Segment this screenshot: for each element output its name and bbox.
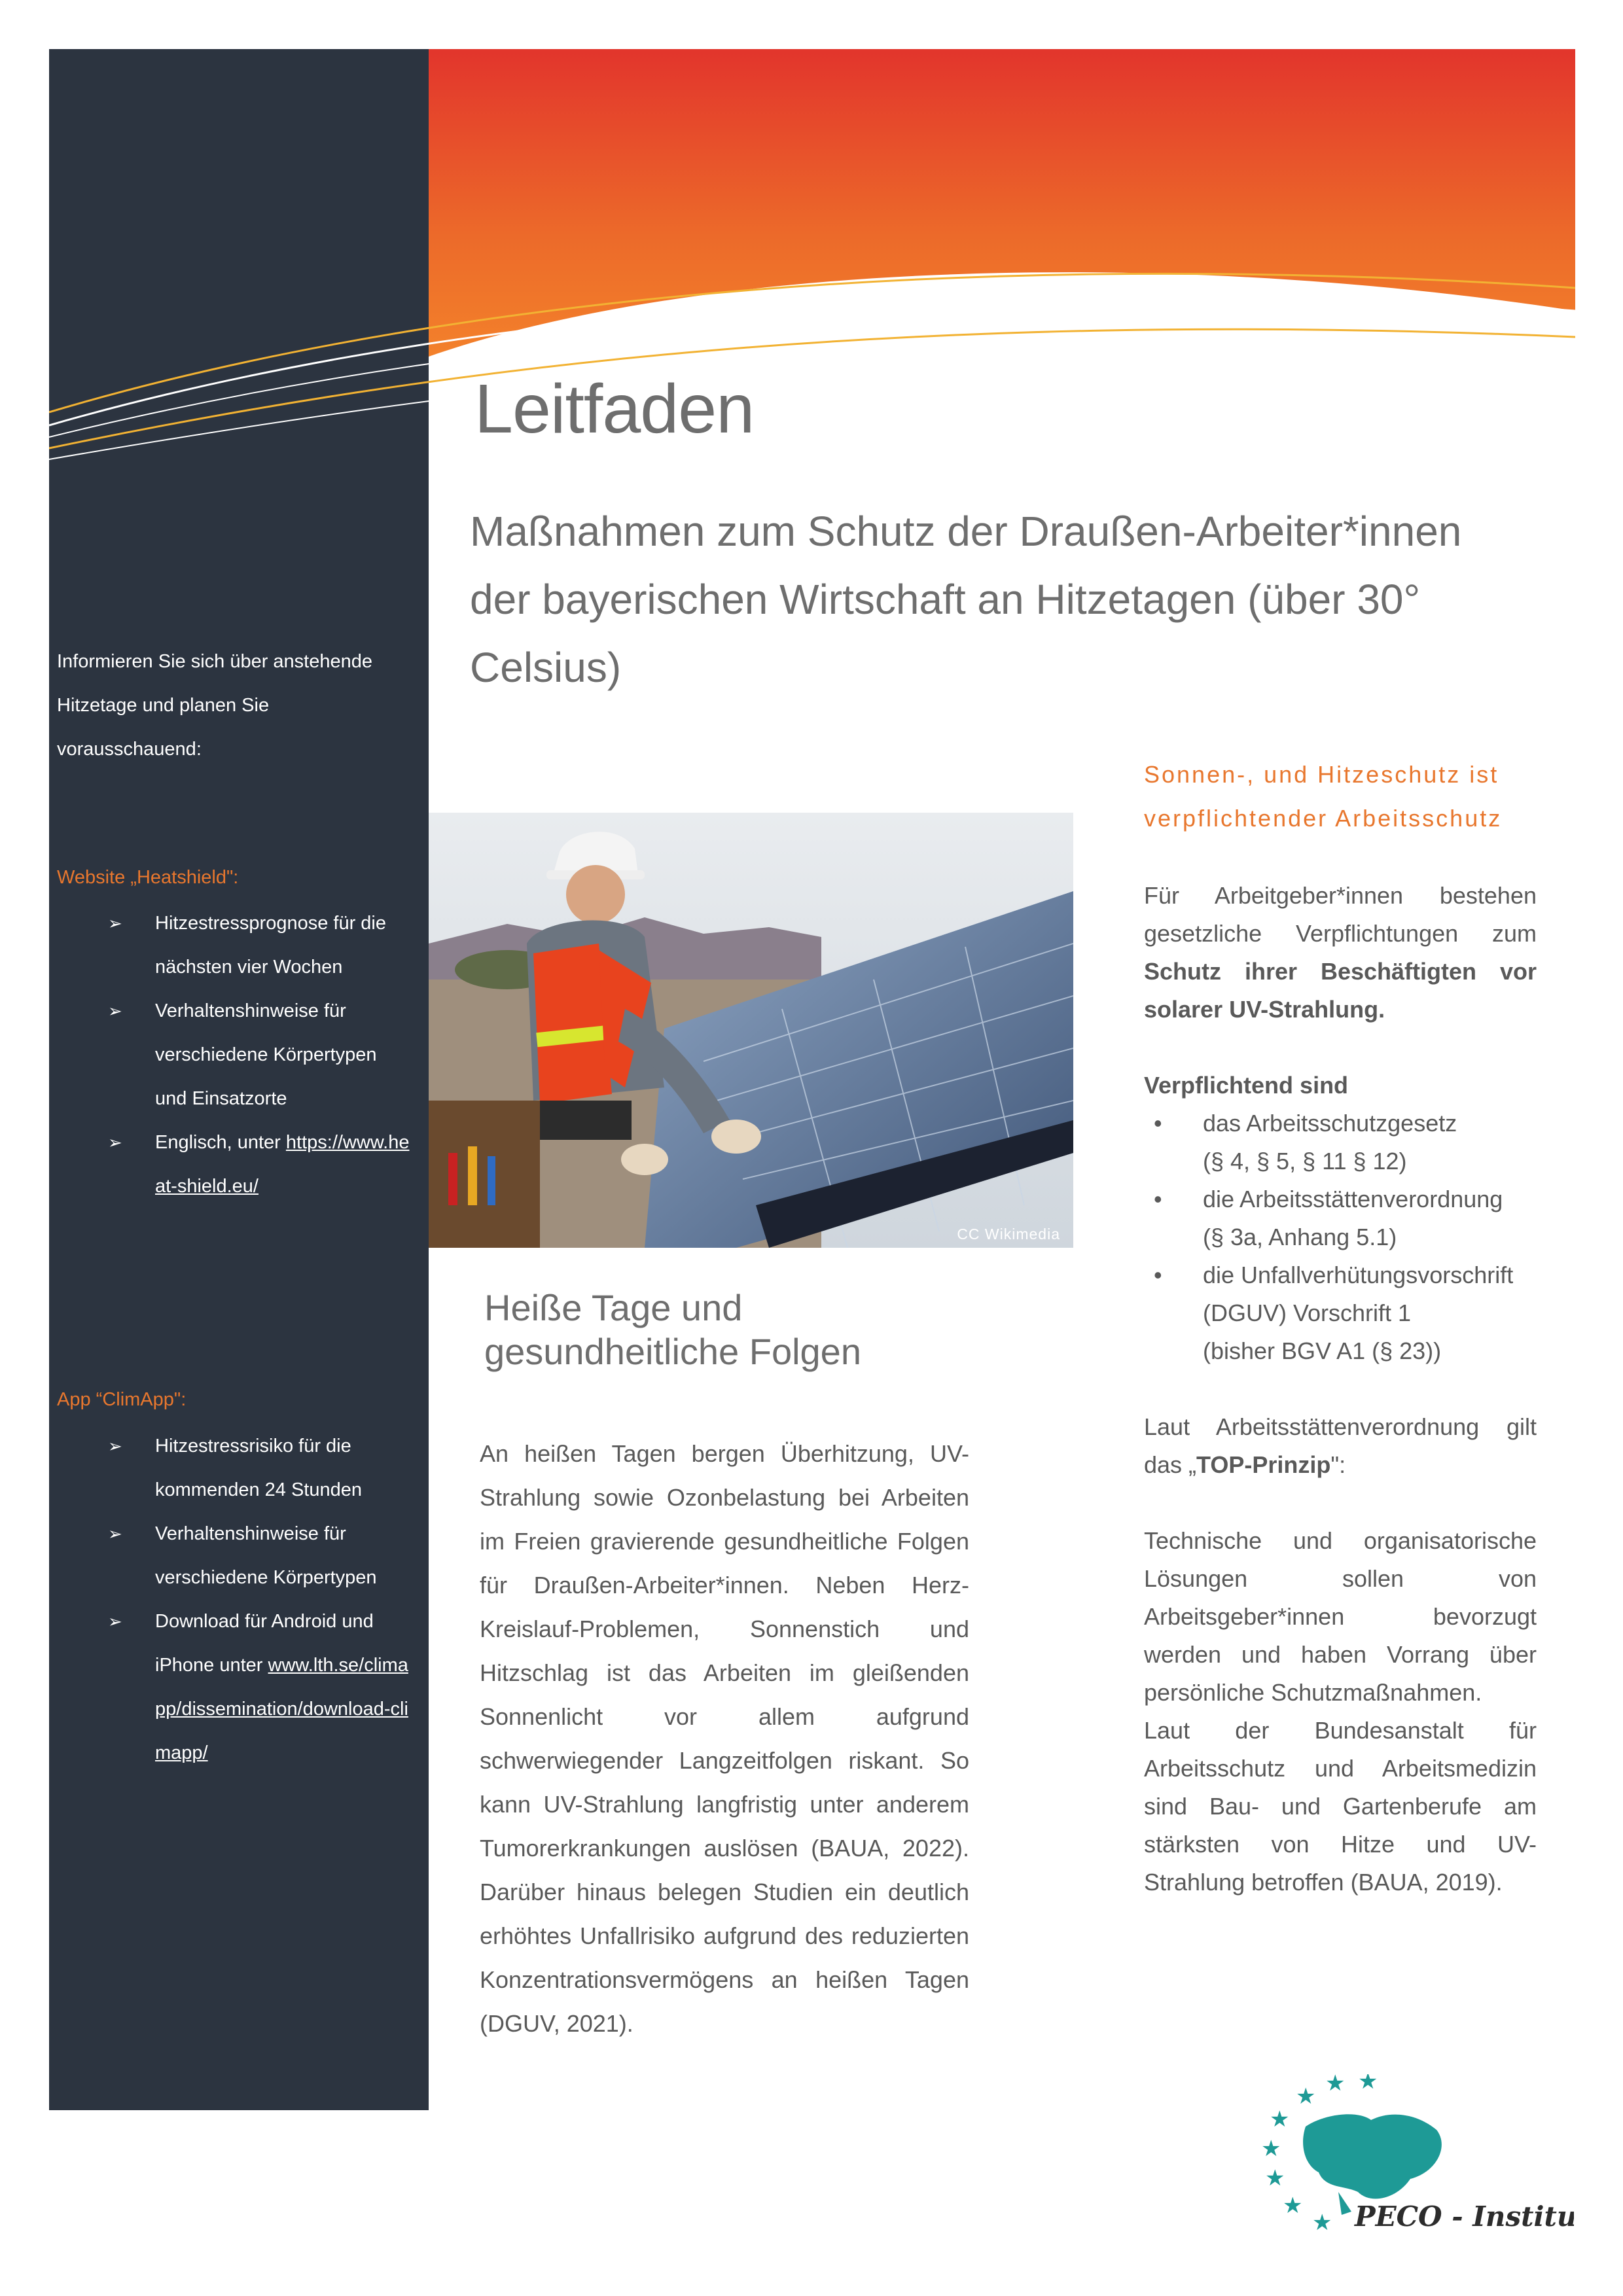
photo-illustration: [429, 813, 1073, 1248]
list-item: • das Arbeitsschutzgesetz (§ 4, § 5, § 11 § 12): [1144, 1104, 1537, 1180]
technical-solutions-paragraph: Technische und organisatorische Lösungen sollen von Arbeitsgeber*innen bevorzugt werden und haben Vorrang über persönliche Schutzmaßnahmen.: [1144, 1527, 1537, 1706]
list-item: ➢ Verhaltenshinweise für verschiedene Körpertypen und Einsatzorte: [155, 989, 410, 1121]
arrow-bullet-icon: ➢: [108, 1612, 122, 1631]
obligations-heading: Verpflichtend sind: [1144, 1072, 1349, 1099]
heatshield-list: [108, 902, 410, 1209]
bullet-icon: •: [1154, 1186, 1162, 1212]
arrow-bullet-icon: ➢: [108, 913, 122, 933]
svg-text:★: ★: [1270, 2106, 1290, 2132]
baua-paragraph: Laut der Bundesanstalt für Arbeitsschutz und Arbeitsmedizin sind Bau- und Gartenberufe am stärksten von Hitze und UV-Strahlung betroffen (BAUA, 2019).: [1144, 1717, 1537, 1896]
page-title: Leitfaden: [474, 370, 755, 448]
svg-text:★: ★: [1283, 2193, 1303, 2219]
sidebar-intro: Informieren Sie sich über anstehende Hitzetage und planen Sie vorausschauend:: [57, 651, 373, 760]
climapp-heading: App “ClimApp":: [57, 1389, 187, 1410]
heatshield-link[interactable]: https://www.heat-shield.eu/: [155, 1132, 410, 1197]
peco-institut-logo: [1260, 2074, 1574, 2238]
arrow-bullet-icon: ➢: [108, 1436, 122, 1456]
top-prinzip-paragraph: Laut Arbeitsstättenverordnung gilt das „TOP-Prinzip":: [1144, 1413, 1537, 1478]
svg-text:★: ★: [1312, 2210, 1332, 2236]
obligation-paragraph: Für Arbeitgeber*innen bestehen gesetzliche Verpflichtungen zum Schutz ihrer Beschäftigten vor solarer UV-Strahlung.: [1144, 882, 1537, 1023]
svg-text:★: ★: [1261, 2136, 1281, 2162]
list-item: ➢ Englisch, unter https://www.heat-shield.eu/: [155, 1121, 410, 1209]
list-item: ➢ Hitzestressrisiko für die kommenden 24 Stunden: [155, 1424, 410, 1512]
decorative-swoosh: [49, 249, 1575, 465]
list-item: • die Arbeitsstättenverordnung (§ 3a, Anhang 5.1): [1144, 1180, 1537, 1256]
worker-solar-photo: [429, 813, 1073, 1248]
svg-text:★: ★: [1265, 2165, 1285, 2191]
list-item: ➢ Download für Android und iPhone unter www.lth.se/climapp/dissemination/download-climapp/: [155, 1600, 410, 1775]
bullet-icon: •: [1154, 1262, 1162, 1288]
obligations-list: [1144, 1104, 1537, 1370]
body-text-heisse-tage: An heißen Tagen bergen Überhitzung, UV-Strahlung sowie Ozonbelastung bei Arbeiten im Freien gravierende gesundheitliche Folgen für Draußen-Arbeiter*innen. Neben Herz-Kreislauf-Problemen, Sonnenstich und Hitzschlag ist das Arbeiten im gleißenden Sonnenlicht vor allem aufgrund schwerwiegender Langzeitfolgen riskant. So kann UV-Strahlung langfristig unter anderem Tumorerkrankungen auslösen (BAUA, 2022). Darüber hinaus belegen Studien ein deutlich erhöhtes Unfallrisiko aufgrund des reduzierten Konzentrationsvermögens an heißen Tagen (DGUV, 2021).: [480, 1440, 969, 2037]
logo-text: PECO - Institut: [1355, 2200, 1574, 2233]
svg-text:★: ★: [1325, 2074, 1346, 2096]
section-heading-arbeitsschutz: Sonnen-, und Hitzeschutz ist verpflichtender Arbeitsschutz: [1144, 761, 1503, 832]
arrow-bullet-icon: ➢: [108, 1001, 122, 1021]
page-subtitle: Maßnahmen zum Schutz der Draußen-Arbeiter*innen der bayerischen Wirtschaft an Hitzetagen (über 30° Celsius): [470, 508, 1462, 691]
list-item: • die Unfallverhütungsvorschrift (DGUV) Vorschrift 1 (bisher BGV A1 (§ 23)): [1144, 1256, 1537, 1370]
climapp-list: [108, 1424, 410, 1775]
section-heading-heisse-tage: Heiße Tage und gesundheitliche Folgen: [484, 1287, 861, 1372]
photo-credit: CC Wikimedia: [957, 1226, 1060, 1243]
europe-map-icon: [1260, 2074, 1574, 2238]
list-item: ➢ Hitzestressprognose für die nächsten vier Wochen: [155, 902, 410, 989]
arrow-bullet-icon: ➢: [108, 1524, 122, 1544]
heatshield-heading: Website „Heatshield":: [57, 867, 239, 888]
svg-text:★: ★: [1296, 2083, 1316, 2110]
bullet-icon: •: [1154, 1110, 1162, 1137]
arrow-bullet-icon: ➢: [108, 1133, 122, 1152]
climapp-link[interactable]: www.lth.se/climapp/dissemination/download-climapp/: [155, 1655, 408, 1763]
svg-text:★: ★: [1358, 2074, 1378, 2094]
right-column-text: [1144, 877, 1537, 1901]
list-item: ➢ Verhaltenshinweise für verschiedene Körpertypen: [155, 1512, 410, 1600]
